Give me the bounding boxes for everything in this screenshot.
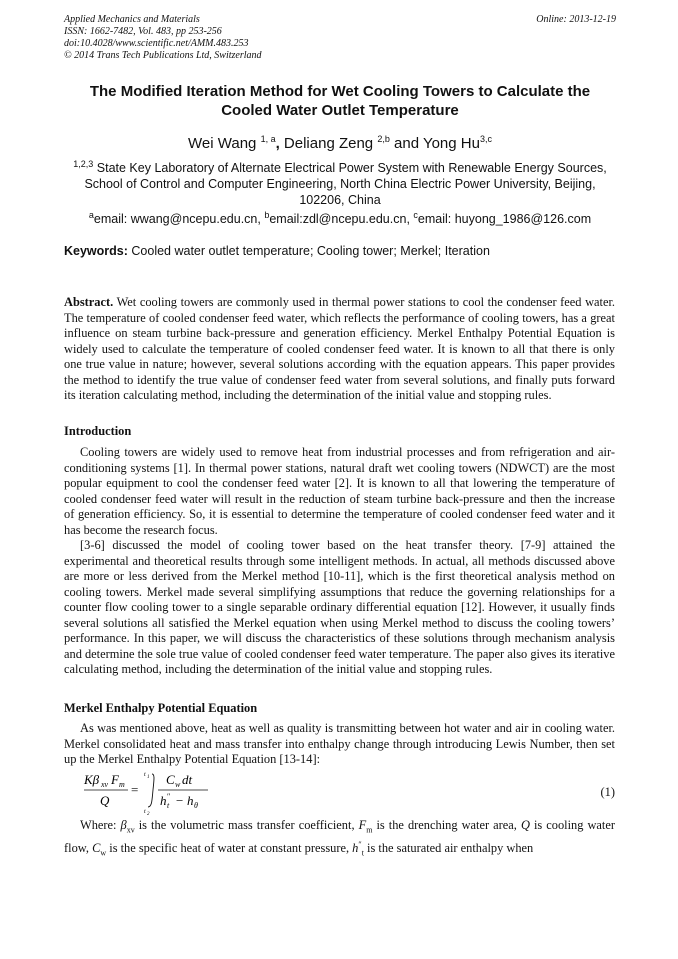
affiliation-marker: 1,2,3 bbox=[73, 159, 94, 169]
online-date: Online: 2013-12-19 bbox=[536, 14, 616, 25]
email-address[interactable]: email: huyong_1986@126.com bbox=[417, 212, 592, 227]
doi-line[interactable]: doi:10.4028/www.scientific.net/AMM.483.253 bbox=[64, 38, 249, 49]
email-address[interactable]: email: wwang@ncepu.edu.cn bbox=[93, 212, 258, 227]
svg-text:m: m bbox=[119, 779, 125, 789]
where-text: is the volumetric mass transfer coefficient, bbox=[134, 817, 359, 832]
svg-text:t: t bbox=[144, 808, 146, 815]
author-name: Yong Hu bbox=[422, 135, 480, 152]
abstract-text: Wet cooling towers are commonly used in thermal power stations to cool the condenser feed water. The temperature of cooled condenser feed water, which reflects the performance of cooling towers, has a great influence on steam turbine back-pressure and generation efficiency. Merkel Enthalpy Potential Equation is widely used to calculate the temperature of cooled condenser feed water. It is known to all that there is only one true value in nature; however, several solutions according with the equation appears. This paper provides the method to identify the true value of condenser feed water from several solutions, and finally puts forward its iteration calculating method, including the determination of the initial value and stopping rules. bbox=[64, 295, 616, 402]
introduction-paragraph: Cooling towers are widely used to remove heat from industrial processes and from refrigeration and air-conditioning systems [1]. In thermal power stations, natural draft wet cooling towers (NDWCT) are the most popular equipment to cool the condenser feed water [2]. It is known to all that lowering the temperature of cooled condenser feed water will result in the reduction of steam turbine back-pressure and then the increase of generation efficiency. So, it is essential to determine the temperature of cooled condenser feed water and it has become the research focus. bbox=[64, 445, 615, 537]
keywords-text: Cooled water outlet temperature; Cooling tower; Merkel; Iteration bbox=[131, 244, 490, 258]
symbol: F bbox=[358, 817, 367, 832]
email-marker: c bbox=[413, 210, 418, 220]
svg-text:t: t bbox=[144, 771, 146, 778]
symbol: h bbox=[352, 841, 359, 856]
email-address[interactable]: email:zdl@ncepu.edu.cn bbox=[269, 212, 407, 227]
merkel-heading: Merkel Enthalpy Potential Equation bbox=[64, 700, 258, 715]
author-list: Wei Wang $^{1, a}$, Deliang Zeng $^{2,b}$ and Yong Hu$^{3,c}$ bbox=[188, 134, 492, 152]
keywords-label: Keywords: bbox=[64, 244, 128, 258]
svg-text:θ: θ bbox=[194, 800, 198, 810]
svg-text:dt: dt bbox=[182, 771, 193, 787]
symbol-subscript: xv bbox=[126, 824, 135, 834]
where-text: is the saturated air enthalpy when bbox=[363, 841, 534, 856]
svg-text:w: w bbox=[175, 779, 181, 789]
journal-name: Applied Mechanics and Materials bbox=[64, 14, 200, 25]
abstract-label: Abstract. bbox=[64, 295, 114, 309]
email-marker: b bbox=[264, 210, 270, 220]
symbol-subscript: t bbox=[361, 849, 364, 859]
svg-text:xv: xv bbox=[101, 779, 109, 789]
merkel-equation bbox=[82, 770, 262, 816]
affiliation bbox=[64, 156, 616, 208]
where-text: Where: bbox=[80, 817, 121, 832]
introduction-heading: Introduction bbox=[64, 423, 132, 438]
email-marker: a bbox=[88, 210, 94, 220]
svg-text:Kβ: Kβ bbox=[84, 771, 100, 787]
abstract bbox=[64, 295, 615, 404]
equation-number: (1) bbox=[600, 784, 615, 799]
svg-text:C: C bbox=[166, 771, 175, 787]
where-paragraph bbox=[64, 818, 615, 862]
equation-1 bbox=[64, 770, 615, 816]
symbol-superscript: ″ bbox=[358, 840, 362, 850]
symbol-subscript: w bbox=[100, 849, 107, 859]
svg-text:−: − bbox=[176, 792, 184, 808]
body-text bbox=[64, 295, 615, 862]
issn-line: ISSN: 1662-7482, Vol. 483, pp 253-256 bbox=[64, 26, 222, 37]
author-affil-marker: 3,c bbox=[479, 134, 492, 144]
svg-text:h: h bbox=[160, 792, 167, 808]
symbol: C bbox=[92, 841, 101, 856]
introduction-paragraph: [3-6] discussed the model of cooling tower based on the heat transfer theory. [7-9] attained the experimental and theoretical results through some intelligent methods. In actual, all methods discussed above are more or less derived from the Merkel method [10-11], which is the first theoretical analysis method on cooling towers. Merkel made several simplifying assumptions that reduce the governing relationships for a counter flow cooling tower to a single separable ordinary differential equation [12]. However, it usually finds several solutions all satisfied the Merkel equation when using Merkel method to discuss the cooling towers’ performance. In this paper, we will discuss the characteristics of these solutions through mechanism analysis and determine the sole true value of cooled condenser feed water temperature. The paper also gives its iterative calculating method, including the determination of the initial value and stopping rules. bbox=[64, 538, 615, 676]
svg-text:″: ″ bbox=[167, 791, 171, 801]
symbol: β bbox=[120, 817, 127, 832]
paper-title: The Modified Iteration Method for Wet Cooling Towers to Calculate the Cooled Water Outlet Temperature bbox=[89, 83, 591, 119]
where-text: is the specific heat of water at constant pressure, bbox=[106, 841, 353, 856]
keywords bbox=[64, 243, 616, 259]
svg-text:1: 1 bbox=[147, 774, 150, 780]
author-name: Deliang Zeng bbox=[283, 135, 374, 152]
author-name: Wei Wang bbox=[188, 135, 257, 152]
svg-text:h: h bbox=[187, 792, 194, 808]
where-text: is the drenching water area, bbox=[372, 817, 521, 832]
svg-text:2: 2 bbox=[147, 811, 150, 816]
svg-text:=: = bbox=[131, 781, 139, 797]
merkel-paragraph: As was mentioned above, heat as well as quality is transmitting between hot water and air in cooling water. Merkel consolidated heat and mass transfer into enthalpy change through introducing Lewis Number, then set up the Merkel Enthalpy Potential Equation [13-14]: bbox=[64, 721, 615, 766]
email-list: $^a$email: wwang@ncepu.edu.cn, $^b$email:zdl@ncepu.edu.cn, $^c$email: huyong_1986@126.com bbox=[88, 210, 592, 227]
svg-text:Q: Q bbox=[100, 792, 110, 808]
author-affil-marker: 1, a bbox=[260, 134, 276, 144]
where-text: is cooling water flow, bbox=[64, 817, 615, 856]
affiliation-text: State Key Laboratory of Alternate Electrical Power System with Renewable Energy Sources, School of Control and Computer Engineering, North China Electric Power University, Beijing, 102206, China bbox=[84, 161, 607, 208]
author-affil-marker: 2,b bbox=[377, 134, 390, 144]
copyright-line: © 2014 Trans Tech Publications Ltd, Switzerland bbox=[64, 50, 262, 61]
svg-text:F: F bbox=[111, 771, 119, 787]
journal-header bbox=[64, 14, 616, 62]
symbol: Q bbox=[520, 817, 530, 832]
symbol-subscript: m bbox=[366, 824, 373, 834]
svg-text:t: t bbox=[167, 800, 170, 810]
